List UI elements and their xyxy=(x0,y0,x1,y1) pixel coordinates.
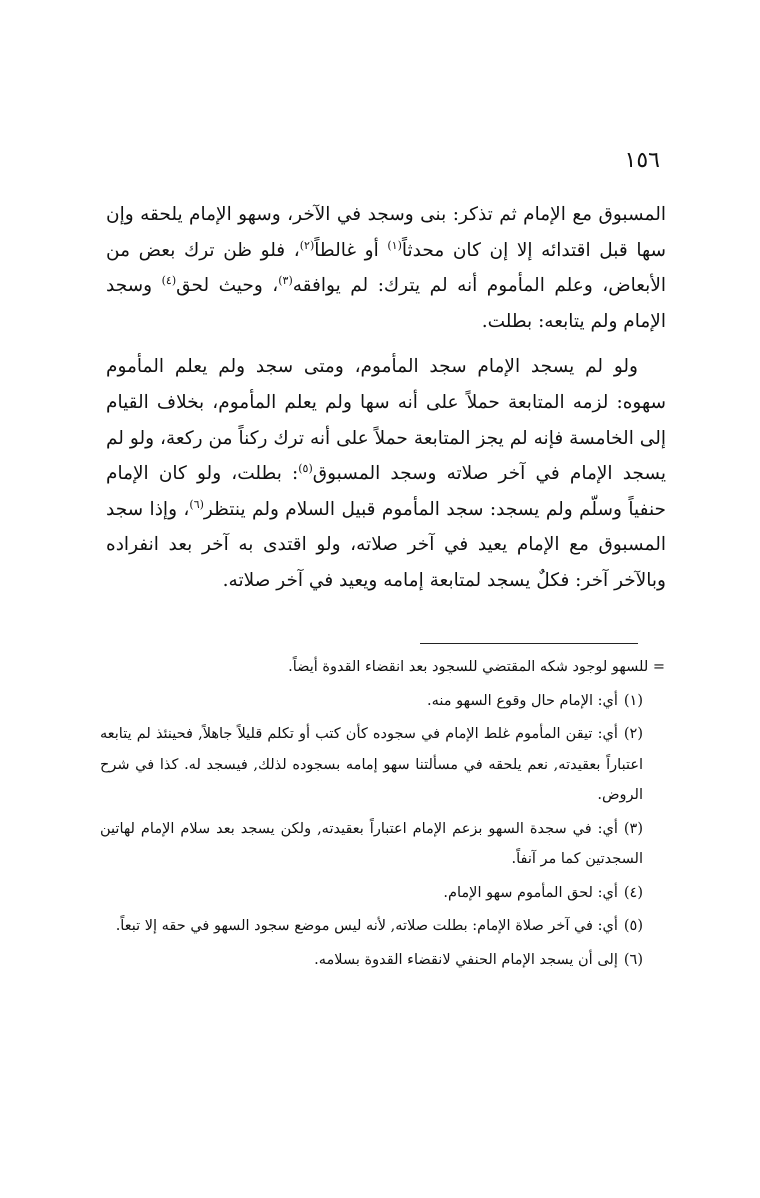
footnote-text: أي: تيقن المأموم غلط الإمام في سجوده كأن كتب أو تكلم قليلاً جاهلاً, فحينئذ لم يتابعه اعتباراً بعقيدته, نعم يلحقه في مسألتنا سهو إمامه بسجوده لذلك, فيسجد له. كذا في شرح الروض. xyxy=(100,726,643,803)
footnote-6 xyxy=(100,945,665,976)
page-number: ١٥٦ xyxy=(624,148,660,173)
footnote-separator xyxy=(420,643,638,644)
footnote-ref-2[interactable]: (٢) xyxy=(299,238,315,252)
footnote-number: (٢) xyxy=(623,726,643,742)
footnote-number: (٤) xyxy=(623,884,643,901)
footnote-text: أي: الإمام حال وقوع السهو منه. xyxy=(427,692,618,709)
footnote-text: أي: في آخر صلاة الإمام: بطلت صلاته, لأنه ليس موضع سجود السهو في حقه إلا تبعاً. xyxy=(115,918,618,934)
footnote-ref-3[interactable]: (٣) xyxy=(278,274,293,288)
text-run: المسبوق مع الإمام ثم تذكر: بنى وسجد في الآخر، وسهو الإمام يلحقه وإن سها قبل اقتدائه إلا إن كان محدثاً xyxy=(106,204,666,261)
footnote-ref-1[interactable]: (١) xyxy=(387,238,402,252)
footnote-continuation: = للسهو لوجود شكه المقتضي للسجود بعد انقضاء القدوة أيضاً. xyxy=(288,659,665,675)
text-run: : بطلت، ولو كان الإمام حنفياً وسلّم ولم يسجد: سجد المأموم قبيل السلام ولم ينتظر xyxy=(106,463,666,520)
footnote-ref-6[interactable]: (٦) xyxy=(189,497,204,511)
footnote-1 xyxy=(100,686,665,717)
footnote-2 xyxy=(100,719,665,811)
footnote-number: (٥) xyxy=(623,918,643,934)
footnote-number: (١) xyxy=(623,692,643,709)
footnote-ref-4[interactable]: (٤) xyxy=(161,274,177,288)
footnote-number: (٦) xyxy=(623,951,643,968)
main-text xyxy=(106,197,666,609)
text-run: ، وحيث لحق xyxy=(176,275,279,297)
footnote-number: (٣) xyxy=(623,820,643,837)
text-run: ، فلو ظن ترك بعض من الأبعاض، وعلم المأموم أنه لم يترك: لم يوافقه xyxy=(106,239,667,297)
text-run: ، وإذا سجد المسبوق مع الإمام يعيد في آخر صلاته، ولو اقتدى به آخر بعد انفراده وبالآخر آخر: فكلٌ يسجد لمتابعة إمامه ويعيد في آخر صلاته. xyxy=(106,498,666,591)
footnote-4 xyxy=(100,878,665,909)
footnote-5 xyxy=(100,911,665,942)
footnote-ref-5[interactable]: (٥) xyxy=(298,462,313,475)
text-run: وسجد الإمام ولم يتابعه: بطلت. xyxy=(106,275,666,332)
footnote-text: أي: لحق المأموم سهو الإمام. xyxy=(443,884,618,901)
footnote-text: أي: في سجدة السهو بزعم الإمام اعتباراً بعقيدته, ولكن يسجد بعد سلام الإمام لهاتين السجدتين كما مر آنفاً. xyxy=(100,820,643,867)
footnote-3 xyxy=(100,814,665,875)
text-run: أو غالطاً xyxy=(314,239,388,261)
footnotes xyxy=(100,652,665,978)
paragraph-1 xyxy=(106,197,666,339)
paragraph-2 xyxy=(106,349,666,598)
footnote-text: إلى أن يسجد الإمام الحنفي لانقضاء القدوة بسلامه. xyxy=(314,951,618,968)
text-run: ولو لم يسجد الإمام سجد المأموم، ومتى سجد ولم يعلم المأموم سهوه: لزمه المتابعة حملاً على أنه سها ولم يعلم المأموم، بخلاف القيام إلى الخامسة فإنه لم يجز المتابعة حملاً على أنه ترك ركناً من ركعة، ولو لم يسجد الإمام في آخر صلاته وسجد المسبوق xyxy=(106,356,666,485)
